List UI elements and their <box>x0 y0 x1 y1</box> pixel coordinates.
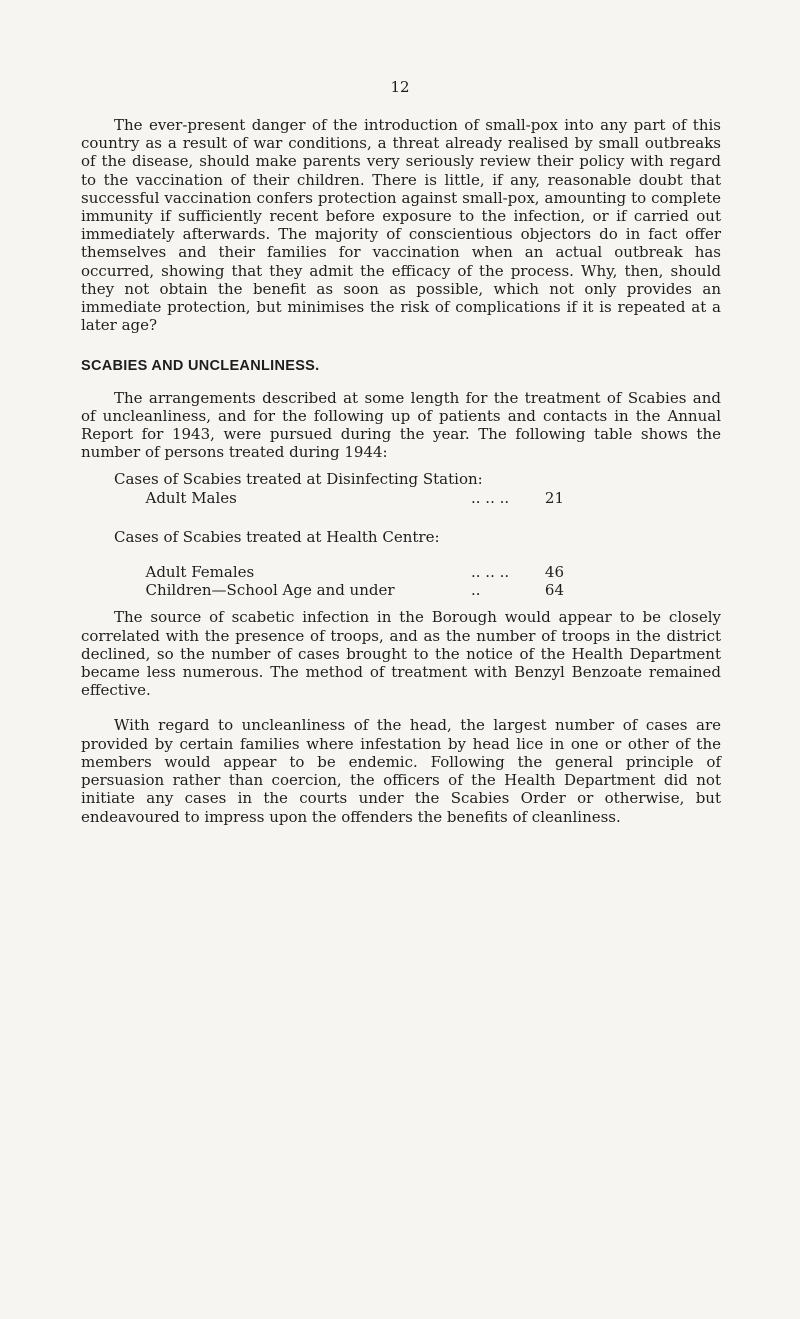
table-row <box>81 581 721 599</box>
row-label: Adult Females <box>145 563 255 582</box>
row-leader-dots: .. <box>471 581 481 600</box>
page-body <box>81 116 721 826</box>
arrangements-paragraph: The arrangements described at some length for the treatment of Scabies and of uncleanliness, and for the following up of patients and contacts in the Annual Report for 1943, were pursued during the year. The following table shows the number of persons treated during 1944: <box>81 388 721 462</box>
health-centre-table <box>81 528 721 600</box>
table-row <box>81 563 721 581</box>
disinfecting-station-table <box>81 470 721 506</box>
scabies-source-paragraph: The source of scabetic infection in the Borough would appear to be closely correlated with the presence of troops, and as the number of troops in the district declined, so the number of cases brought to the notice of the Health Department became less numerous. The method of treatment with Benzyl Benzoate remained effective. <box>81 608 721 700</box>
section-heading-scabies: SCABIES AND UNCLEANLINESS. <box>81 358 320 375</box>
row-label: Adult Males <box>145 488 237 507</box>
row-leader-dots: .. .. .. <box>471 488 510 507</box>
table-row <box>81 489 721 507</box>
row-value: 21 <box>544 488 564 507</box>
disinfecting-station-title: Cases of Scabies treated at Disinfecting Station: <box>114 470 483 489</box>
row-label: Children—School Age and under <box>145 581 395 600</box>
page-number: 12 <box>390 78 410 96</box>
row-value: 64 <box>544 581 564 600</box>
health-centre-title: Cases of Scabies treated at Health Centre: <box>114 527 440 546</box>
row-leader-dots: .. .. .. <box>471 563 510 582</box>
uncleanliness-paragraph: With regard to uncleanliness of the head, the largest number of cases are provided by certain families where infestation by head lice in one or other of the members would appear to be endemic. Following the general principle of persuasion rather than coercion, the officers of the Health Department did not initiate any cases in the courts under the Scabies Order or otherwise, but endeavoured to impress upon the offenders the benefits of cleanliness. <box>81 716 721 826</box>
smallpox-vaccination-paragraph: The ever-present danger of the introduction of small-pox into any part of this country as a result of war conditions, a threat already realised by small outbreaks of the disease, should make parents very seriously review their policy with regard to the vaccination of their children. There is little, if any, reasonable doubt that successful vaccination confers protection against small-pox, amounting to complete immunity if sufficiently recent before exposure to the infection, or if carried out immediately afterwards. The majority of conscientious objectors do in fact offer themselves and their families for vaccination when an actual outbreak has occurred, showing that they admit the efficacy of the process. Why, then, should they not obtain the benefit as soon as possible, which not only provides an immediate protection, but minimises the risk of complications if it is repeated at a later age? <box>81 116 721 335</box>
row-value: 46 <box>544 563 564 582</box>
